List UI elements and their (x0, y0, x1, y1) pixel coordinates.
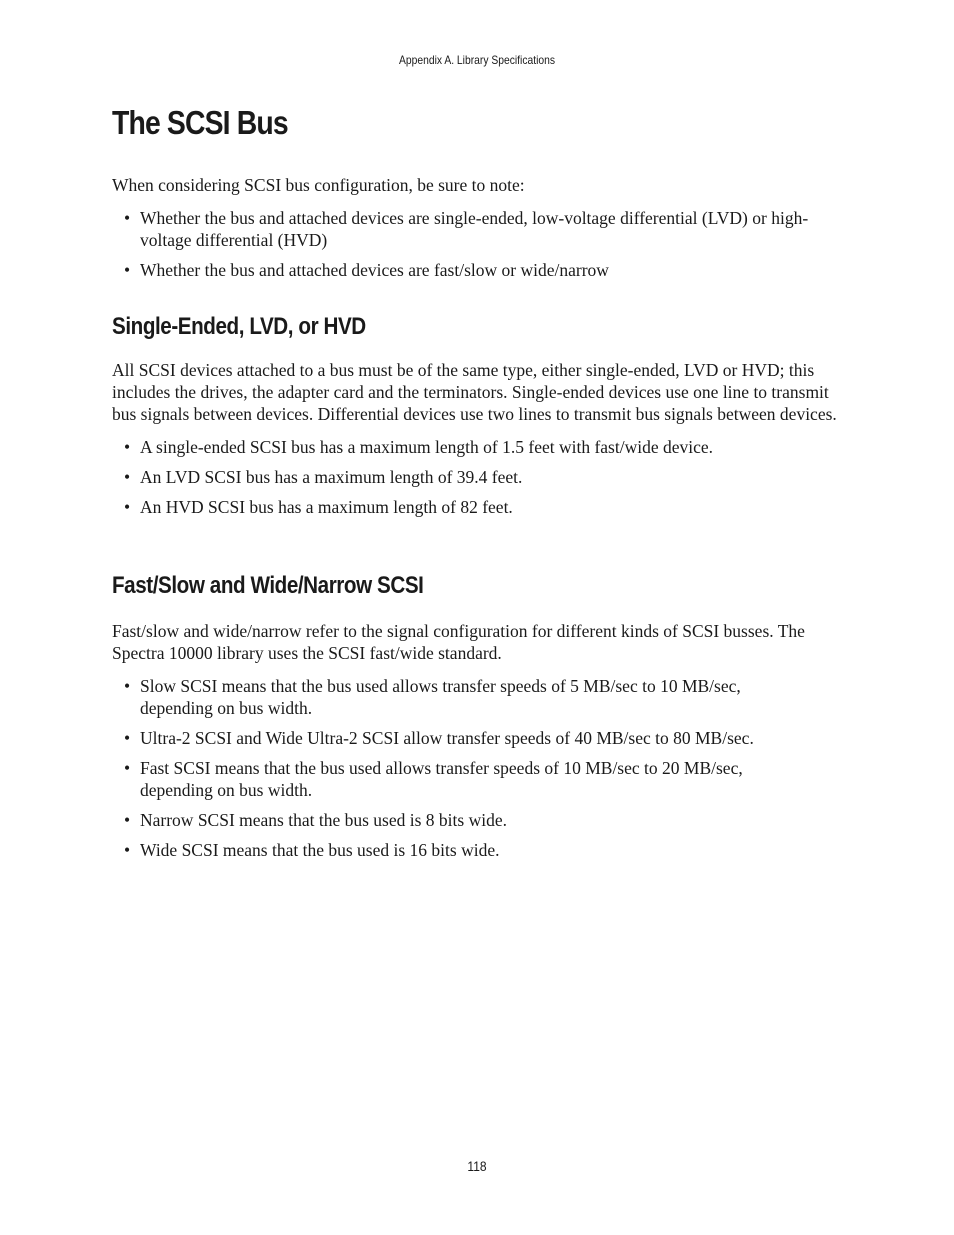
list-item: • Slow SCSI means that the bus used allows transfer speeds of 5 MB/sec to 10 MB/sec, depending on bus width. (112, 675, 780, 719)
intro-section (112, 174, 842, 281)
section-single-ended-paragraph: All SCSI devices attached to a bus must be of the same type, either single-ended, LVD or HVD; this includes the drives, the adapter card and the terminators. Single-ended devices use one line to transmit bus signals between devices. Differential devices use two lines to transmit bus signals between devices. (112, 360, 837, 424)
running-header: Appendix A. Library Specifications (398, 53, 556, 67)
section-fast-slow-paragraph: Fast/slow and wide/narrow refer to the signal configuration for different kinds of SCSI busses. The Spectra 10000 library uses the SCSI fast/wide standard. (112, 621, 805, 663)
list-item: • A single-ended SCSI bus has a maximum length of 1.5 feet with fast/wide device. (112, 436, 837, 458)
intro-bullet-list (112, 207, 842, 281)
page-title: The SCSI Bus (112, 104, 288, 141)
list-item: • Whether the bus and attached devices are single-ended, low-voltage differential (LVD) or high-voltage differential (HVD) (112, 207, 820, 251)
section-single-ended-bullets (112, 436, 837, 518)
list-item: • An HVD SCSI bus has a maximum length of 82 feet. (112, 496, 837, 518)
intro-lead: When considering SCSI bus configuration, be sure to note: (112, 175, 525, 195)
list-item: • Whether the bus and attached devices are fast/slow or wide/narrow (112, 259, 842, 281)
list-item: • Ultra-2 SCSI and Wide Ultra-2 SCSI allow transfer speeds of 40 MB/sec to 80 MB/sec. (112, 727, 780, 749)
section-fast-slow-bullets (112, 675, 842, 861)
section-heading-fast-slow: Fast/Slow and Wide/Narrow SCSI (112, 572, 424, 599)
page-number: 118 (467, 1158, 487, 1174)
list-item: • An LVD SCSI bus has a maximum length of 39.4 feet. (112, 466, 837, 488)
list-item: • Narrow SCSI means that the bus used is 8 bits wide. (112, 809, 842, 831)
section-fast-slow-body (112, 620, 842, 861)
list-item: • Wide SCSI means that the bus used is 16 bits wide. (112, 839, 842, 861)
list-item: • Fast SCSI means that the bus used allows transfer speeds of 10 MB/sec to 20 MB/sec, depending on bus width. (112, 757, 790, 801)
section-heading-single-ended: Single-Ended, LVD, or HVD (112, 313, 366, 340)
section-single-ended-body (112, 359, 837, 518)
